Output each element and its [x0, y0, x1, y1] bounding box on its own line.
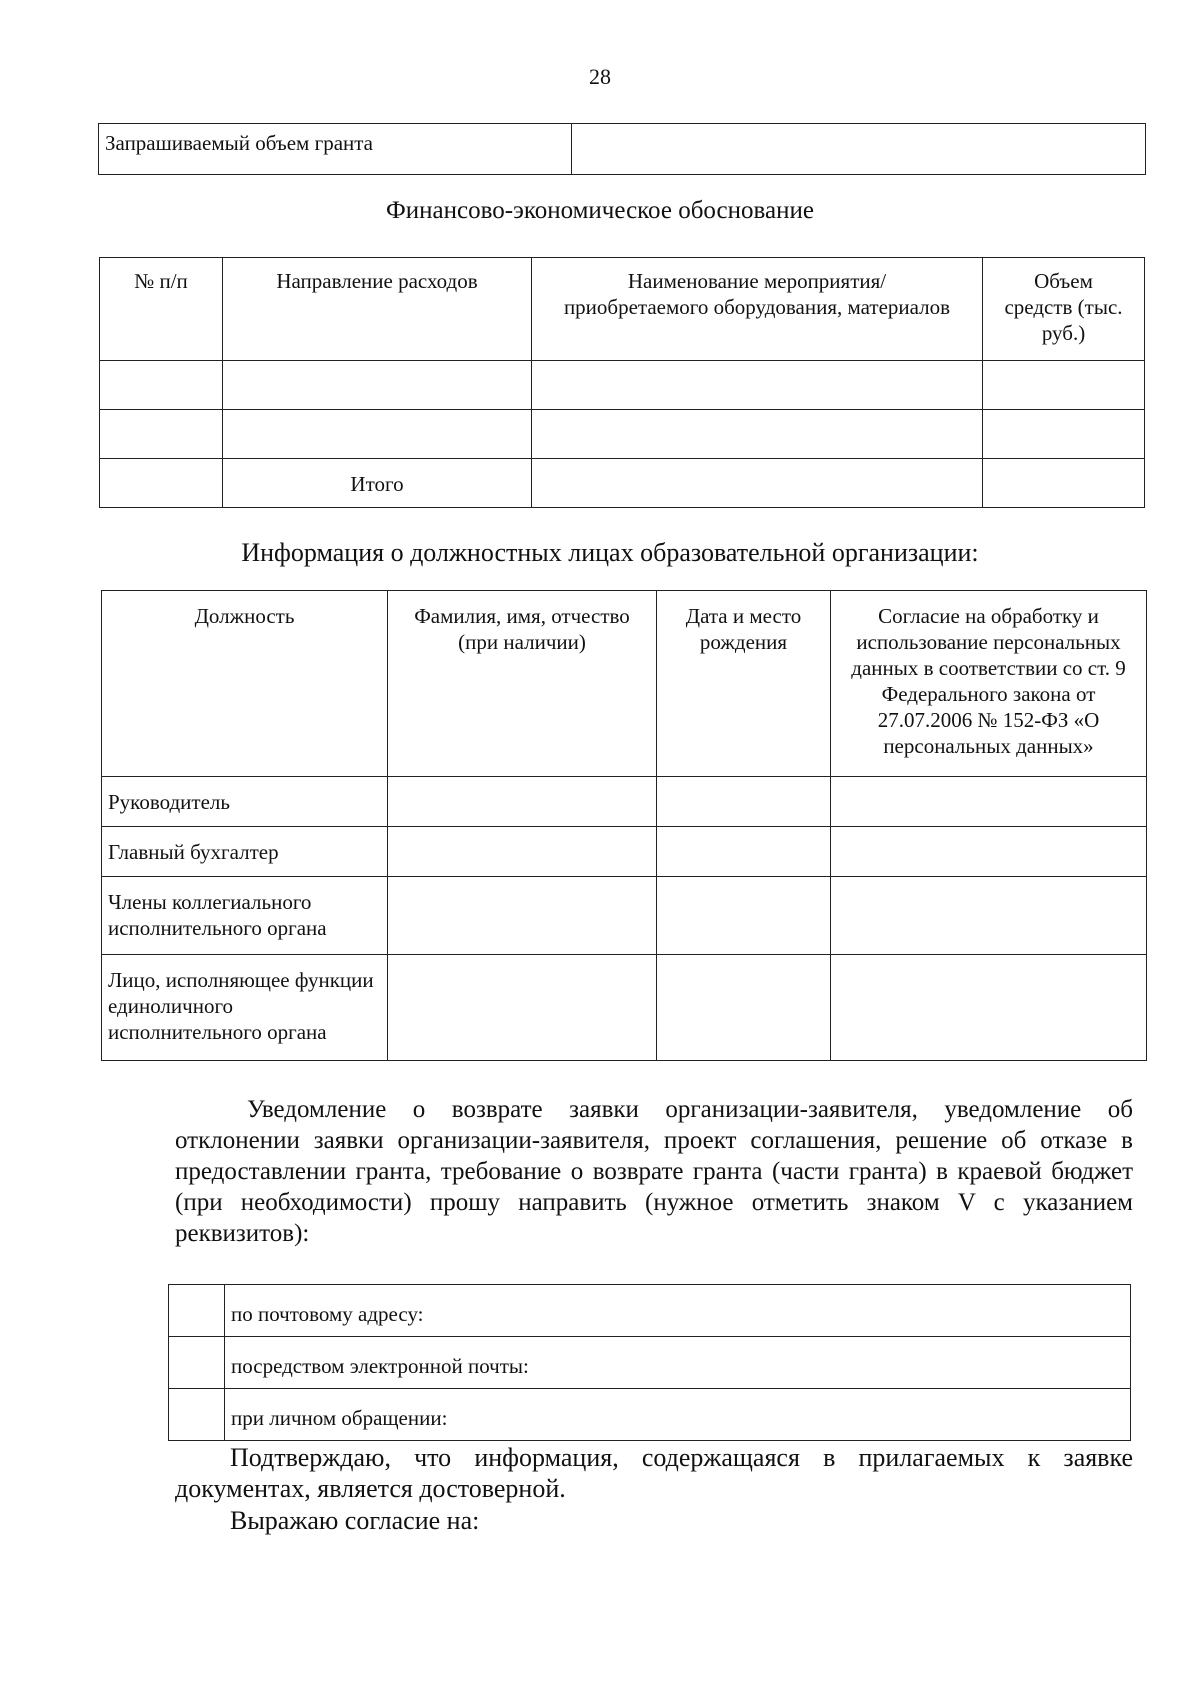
fin-header-number: № п/п — [100, 258, 223, 361]
delivery-option-personal: при личном обращении: — [225, 1389, 1131, 1441]
table-cell[interactable] — [657, 777, 831, 827]
table-cell[interactable] — [100, 459, 223, 508]
notice-paragraph: Уведомление о возврате заявки организации-заявителя, уведомление об отклонении заявки организации-заявителя, проект соглашения, решение об отказе в предоставлении гранта, требование о возврате гранта (части гранта) в краевой бюджет (при необходимости) прошу направить (нужное отметить знаком V с указанием реквизитов): — [175, 1096, 1133, 1247]
official-position: Лицо, исполняющее функции единоличного исполнительного органа — [102, 955, 388, 1061]
table-cell[interactable] — [388, 777, 657, 827]
fin-header-amount: Объем средств (тыс. руб.) — [983, 258, 1145, 361]
table-row — [102, 955, 1147, 1061]
officials-header-position: Должность — [102, 591, 388, 777]
delivery-option-postal: по почтовому адресу: — [225, 1285, 1131, 1337]
table-row — [102, 777, 1147, 827]
table-cell[interactable] — [388, 827, 657, 877]
grant-amount-table — [98, 123, 1146, 175]
delivery-checkbox-email[interactable] — [169, 1337, 225, 1389]
officials-section-title: Информация о должностных лицах образовательной организации: — [241, 538, 979, 567]
fin-header-direction: Направление расходов — [223, 258, 532, 361]
fin-section-title: Финансово-экономическое обоснование — [386, 197, 814, 224]
table-row — [100, 361, 1145, 410]
officials-header-birth: Дата и место рождения — [657, 591, 831, 777]
fin-header-name: Наименование мероприятия/приобретаемого оборудования, материалов — [532, 258, 983, 361]
delivery-checkbox-postal[interactable] — [169, 1285, 225, 1337]
delivery-checkbox-personal[interactable] — [169, 1389, 225, 1441]
delivery-option-email: посредством электронной почты: — [225, 1337, 1131, 1389]
table-cell[interactable] — [532, 410, 983, 459]
table-cell[interactable] — [983, 361, 1145, 410]
table-cell[interactable] — [532, 361, 983, 410]
table-row — [100, 410, 1145, 459]
delivery-options-table — [168, 1284, 1131, 1441]
table-cell[interactable] — [657, 877, 831, 955]
table-cell[interactable] — [100, 361, 223, 410]
table-cell[interactable] — [831, 955, 1147, 1061]
grant-amount-label: Запрашиваемый объем гранта — [99, 124, 572, 175]
table-cell[interactable] — [532, 459, 983, 508]
table-row — [102, 827, 1147, 877]
table-cell[interactable] — [831, 877, 1147, 955]
grant-amount-value[interactable] — [572, 124, 1146, 175]
table-cell[interactable] — [983, 459, 1145, 508]
table-row — [169, 1285, 1131, 1337]
officials-table — [101, 590, 1147, 1061]
table-row — [102, 877, 1147, 955]
table-row-total — [100, 459, 1145, 508]
page-number: 28 — [589, 64, 611, 89]
official-position: Члены коллегиального исполнительного органа — [102, 877, 388, 955]
table-cell[interactable] — [100, 410, 223, 459]
table-cell[interactable] — [657, 955, 831, 1061]
fin-total-label: Итого — [223, 459, 532, 508]
official-position: Главный бухгалтер — [102, 827, 388, 877]
table-cell[interactable] — [388, 877, 657, 955]
table-row — [169, 1337, 1131, 1389]
table-cell[interactable] — [223, 410, 532, 459]
table-cell[interactable] — [983, 410, 1145, 459]
table-cell[interactable] — [388, 955, 657, 1061]
table-cell[interactable] — [223, 361, 532, 410]
table-row — [169, 1389, 1131, 1441]
confirm-paragraph: Подтверждаю, что информация, содержащаяся в прилагаемых к заявке документах, является достоверной. — [175, 1443, 1133, 1503]
officials-header-name: Фамилия, имя, отчество (при наличии) — [388, 591, 657, 777]
table-cell[interactable] — [831, 827, 1147, 877]
table-cell[interactable] — [657, 827, 831, 877]
official-position: Руководитель — [102, 777, 388, 827]
fin-table — [99, 257, 1145, 508]
table-cell[interactable] — [831, 777, 1147, 827]
officials-header-consent: Согласие на обработку и использование персональных данных в соответствии со ст. 9 Федерального закона от 27.07.2006 № 152-ФЗ «О персональных данных» — [831, 591, 1147, 777]
consent-line: Выражаю согласие на: — [230, 1506, 480, 1535]
